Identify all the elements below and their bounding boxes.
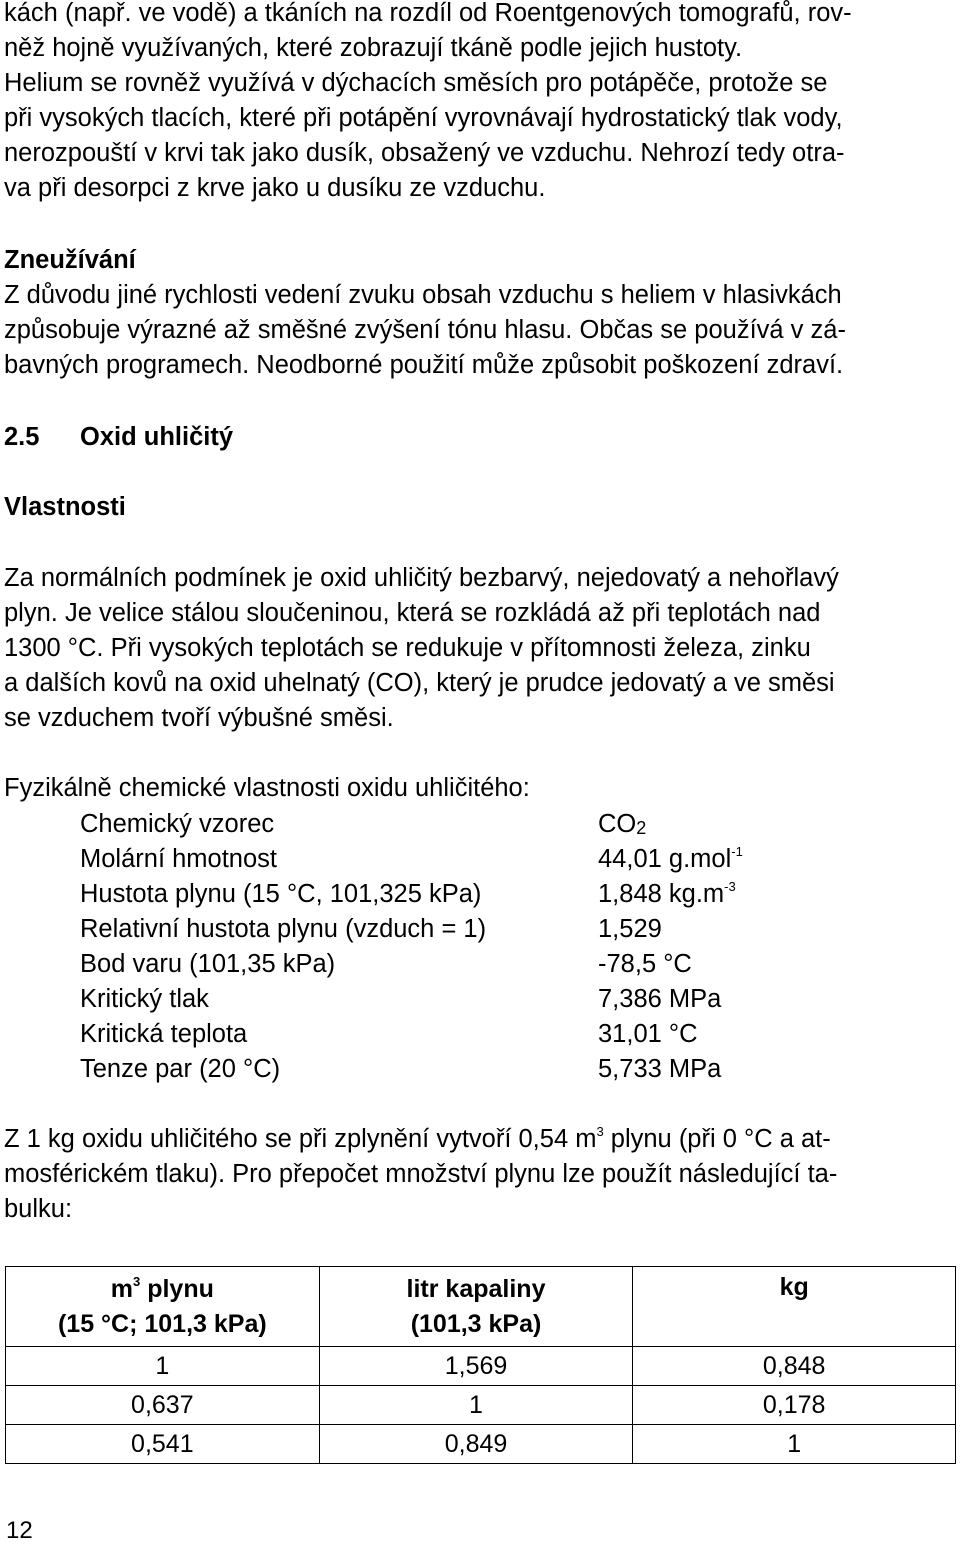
property-value: -78,5 °C <box>598 950 692 978</box>
section-title: Oxid uhličitý <box>80 423 234 451</box>
table-cell: 0,849 <box>319 1425 633 1464</box>
property-row <box>80 1017 780 1052</box>
text-line: Z 1 kg oxidu uhličitého se při zplynění vytvoří 0,54 $m^3$ plynu (při 0 °C a at- <box>4 1124 831 1153</box>
property-row <box>80 1052 780 1087</box>
text-line: mosférickém tlaku). Pro přepočet množství plynu lze použít následující ta- <box>4 1160 838 1188</box>
table-row <box>6 1386 956 1425</box>
table-cell: 0,541 <box>6 1425 320 1464</box>
table-cell: 1 <box>633 1425 956 1464</box>
properties-list <box>80 807 780 1087</box>
conversion-paragraph <box>4 1122 956 1227</box>
text-line: něž hojně využívaných, které zobrazují tkáně podle jejich hustoty. <box>4 34 743 62</box>
abuse-section <box>4 243 956 383</box>
section-heading <box>4 420 233 455</box>
table-cell: 1 <box>319 1386 633 1425</box>
text-line: 1300 °C. Při vysokých teplotách se redukuje v přítomnosti železa, zinku <box>4 634 811 662</box>
property-row <box>80 807 780 842</box>
table-cell: 0,637 <box>6 1386 320 1425</box>
property-value: 1,529 <box>598 915 662 943</box>
text-line: Helium se rovněž využívá v dýchacích směsích pro potápěče, protože se <box>4 69 828 97</box>
text-line: nerozpouští v krvi tak jako dusík, obsažený ve vzduchu. Nehrozí tedy otra- <box>4 139 845 167</box>
text-line: plyn. Je velice stálou sloučeninou, která se rozkládá až při teplotách nad <box>4 599 821 627</box>
section-number: 2.5 <box>4 423 40 451</box>
properties-intro: Fyzikálně chemické vlastnosti oxidu uhličitého: <box>4 774 530 802</box>
property-label: Relativní hustota plynu (vzduch = 1) <box>80 915 487 943</box>
text-line: se vzduchem tvoří výbušné směsi. <box>4 704 394 732</box>
property-row <box>80 877 780 912</box>
property-row <box>80 912 780 947</box>
property-row <box>80 947 780 982</box>
table-header-cell: $m^3$ plynu (15 °C; 101,3 kPa) <box>6 1267 320 1347</box>
text-line: způsobuje výrazné až směšné zvýšení tónu hlasu. Občas se používá v zá- <box>4 316 846 344</box>
property-row <box>80 842 780 877</box>
property-value: 44,01 g.mol$^{-1}$ <box>598 844 743 873</box>
table-cell: 1,569 <box>319 1347 633 1386</box>
text-line: a dalších kovů na oxid uhelnatý (CO), který je prudce jedovatý a ve směsi <box>4 669 835 697</box>
co2-paragraph <box>4 561 956 736</box>
property-label: Kritický tlak <box>80 985 209 1013</box>
conversion-table <box>5 1266 956 1464</box>
property-label: Chemický vzorec <box>80 810 275 838</box>
text-line: bulku: <box>4 1195 73 1223</box>
table-cell: 0,848 <box>633 1347 956 1386</box>
page-number: 12 <box>6 1517 33 1544</box>
property-value: 5,733 MPa <box>598 1055 722 1083</box>
property-label: Tenze par (20 °C) <box>80 1055 281 1083</box>
properties-subheading: Vlastnosti <box>4 493 126 521</box>
table-row <box>6 1425 956 1464</box>
property-label: Kritická teplota <box>80 1020 248 1048</box>
text-line: bavných programech. Neodborné použití může způsobit poškození zdraví. <box>4 351 844 379</box>
abuse-heading: Zneužívání <box>4 246 136 274</box>
table-header-row <box>6 1267 956 1347</box>
property-label: Molární hmotnost <box>80 845 278 873</box>
intro-paragraph <box>4 0 956 206</box>
table-cell: 0,178 <box>633 1386 956 1425</box>
conversion-table-wrap <box>5 1266 956 1464</box>
property-label: Hustota plynu (15 °C, 101,325 kPa) <box>80 880 482 908</box>
text-line: Z důvodu jiné rychlosti vedení zvuku obsah vzduchu s heliem v hlasivkách <box>4 281 842 309</box>
text-line: va při desorpci z krve jako u dusíku ze vzduchu. <box>4 174 546 202</box>
text-line: kách (např. ve vodě) a tkáních na rozdíl od Roentgenových tomografů, rov- <box>4 0 852 27</box>
property-value: 1,848 $kg.m^{-3}$ <box>598 879 736 908</box>
property-value: 7,386 MPa <box>598 985 722 1013</box>
table-header-cell: litr kapaliny (101,3 kPa) <box>319 1267 633 1347</box>
property-label: Bod varu (101,35 kPa) <box>80 950 336 978</box>
property-value: 31,01 °C <box>598 1020 698 1048</box>
table-header-cell: kg <box>633 1267 956 1347</box>
property-row <box>80 982 780 1017</box>
text-line: při vysokých tlacích, které při potápění vyrovnávají hydrostatický tlak vody, <box>4 104 843 132</box>
property-value: $CO_2$ <box>598 810 647 838</box>
text-line: Za normálních podmínek je oxid uhličitý bezbarvý, nejedovatý a nehořlavý <box>4 564 839 592</box>
table-cell: 1 <box>6 1347 320 1386</box>
table-row <box>6 1347 956 1386</box>
